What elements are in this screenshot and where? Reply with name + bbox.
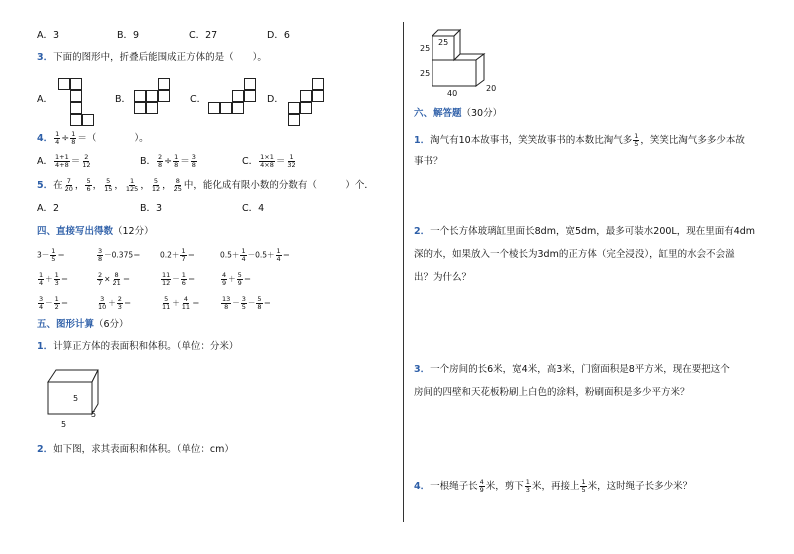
q3-label-b: B． (115, 94, 132, 105)
q4-fraction-2: $\frac{1}{8}$ (71, 130, 76, 146)
q2-option-a: A．3 (37, 30, 60, 41)
section-4-score: （12分） (113, 226, 154, 237)
q3-label-a: A． (37, 94, 53, 105)
fig-label-bottom-width: 20 (486, 84, 497, 93)
q5-option-a: A．2 (37, 203, 60, 214)
calc-r1-c3: 0.2＋ $\frac{1}{7}$ ＝ (160, 247, 196, 263)
q3-number: 3． (37, 52, 54, 63)
q5-number: 5． (37, 180, 54, 191)
calc-r3-c1: $\frac{3}{4}$ － $\frac{1}{2}$ ＝ (39, 295, 69, 311)
s6-q2-line1: 2．一个长方体玻璃缸里面长8dm，宽5dm，最多可装水200L，现在里面有4dm (414, 226, 756, 237)
fig-label-bottom-length: 40 (447, 89, 458, 98)
cube-net-d (288, 78, 328, 128)
q2-option-b: B．9 (117, 30, 140, 41)
s6-q4: 4．一根绳子长 $\frac{4}{9}$ 米，剪下 $\frac{1}{3}$ 米，再接上 $\frac{1}{5}$ 米，这时绳子长多少米？ (414, 478, 693, 494)
q4-option-b: B． $\frac{2}{8}$ ÷ $\frac{1}{8}$ ＝ $\frac{3}{8}$ (140, 153, 196, 169)
q2-option-c: C．27 (189, 30, 218, 41)
q5-option-c: C．4 (242, 203, 265, 214)
q2-option-d: D．6 (267, 30, 290, 41)
section-6-title: 六、解答题 (414, 108, 462, 119)
section-4-title: 四、直接写出得数 (37, 226, 114, 237)
cube-net-a (58, 78, 88, 126)
q4-fraction-1: $\frac{1}{4}$ (55, 130, 60, 146)
calc-r1-c2: $\frac{3}{8}$ －0.375＝ (98, 247, 141, 263)
cube-label-height: 5 (73, 394, 79, 403)
calc-r3-c4: $\frac{13}{8}$ － $\frac{3}{5}$ － $\frac{5}{8}$ ＝ (222, 295, 272, 311)
composite-solid-figure (432, 24, 492, 94)
fig-label-left-upper: 25 (420, 44, 431, 53)
q4-option-a: A． $\frac{1+1}{4+8}$ ＝ $\frac{2}{12}$ (37, 153, 91, 169)
q4-number: 4． (37, 133, 54, 144)
s5-q2: 2．如下图，求其表面积和体积。（单位：cm） (37, 444, 234, 455)
calc-r1-c1: 3－ $\frac{1}{5}$ ＝ (37, 247, 65, 263)
section-5-title: 五、图形计算 (37, 319, 95, 330)
s6-q3-line2: 房间的四壁和天花板粉刷上白色的涂料，粉刷面积是多少平方米？ (414, 387, 690, 398)
s6-q1-line2: 事书？ (414, 156, 443, 167)
cube-label-width: 5 (61, 420, 67, 429)
q5-question: 5．在 $\frac{7}{20}$ ， $\frac{5}{6}$ ， $\frac{5}{15}$ ， $\frac{1}{125}$ ， $\frac{5}{12}$ ， $\frac{8}{25}$ 中，能化成有限小数的分数有（ ）个． (37, 177, 374, 193)
section-6-score: （30分） (461, 108, 503, 119)
s6-q3-line1: 3．一个房间的长6米，宽4米，高3米，门窗面积是8平方米，现在要把这个 (414, 364, 730, 375)
calc-r2-c2: $\frac{2}{7}$ × $\frac{8}{21}$ ＝ (98, 271, 131, 287)
column-divider (403, 22, 404, 522)
fig-label-left-lower: 25 (420, 69, 431, 78)
calc-r2-c1: $\frac{1}{4}$ ＋ $\frac{1}{3}$ ＝ (39, 271, 69, 287)
q4-option-c: C． $\frac{1\times 1}{4\times 8}$ ＝ $\frac{1}{32}$ (242, 153, 296, 169)
s5-q1: 1．计算正方体的表面积和体积。（单位：分米） (37, 341, 239, 352)
section-6-heading (414, 108, 502, 120)
q4-question: 4． $\frac{1}{4}$ ÷ $\frac{1}{8}$ ＝（ ）。 (37, 130, 149, 146)
q5-option-b: B．3 (140, 203, 163, 214)
section-5-score: （6分） (94, 319, 129, 330)
section-4-heading (37, 226, 154, 238)
section-5-heading (37, 319, 129, 331)
s6-q2-line3: 出？为什么？ (414, 272, 472, 283)
calc-r3-c3: $\frac{5}{11}$ ＋ $\frac{4}{11}$ ＝ (162, 295, 200, 311)
fig-label-top-cube: 25 (438, 38, 449, 47)
q3-text: 下面的图形中，折叠后能围成正方体的是（ ）。 (53, 52, 267, 63)
calc-r2-c3: $\frac{11}{12}$ － $\frac{1}{6}$ ＝ (162, 271, 196, 287)
cube-net-b (134, 78, 174, 118)
s6-q2-line2: 深的水，如果放入一个棱长为3dm的正方体（完全浸没），缸里的水会不会溢 (414, 249, 735, 260)
calc-r2-c4: $\frac{4}{9}$ ＋ $\frac{5}{9}$ ＝ (222, 271, 252, 287)
s6-q1-line1: 1．淘气有10本故事书，笑笑故事书的本数比淘气多 $\frac{1}{5}$ ，笑笑比淘气多多少本故 (414, 132, 745, 148)
cube-label-depth: 5 (91, 410, 97, 419)
calc-r1-c4: 0.5＋ $\frac{1}{4}$ －0.5＋ $\frac{1}{4}$ ＝ (220, 247, 291, 263)
q3-label-c: C． (190, 94, 207, 105)
cube-net-c (208, 78, 258, 118)
calc-r3-c2: $\frac{3}{10}$ ＋ $\frac{2}{3}$ ＝ (98, 295, 132, 311)
q3-label-d: D． (267, 94, 284, 105)
q3-question (37, 52, 267, 64)
